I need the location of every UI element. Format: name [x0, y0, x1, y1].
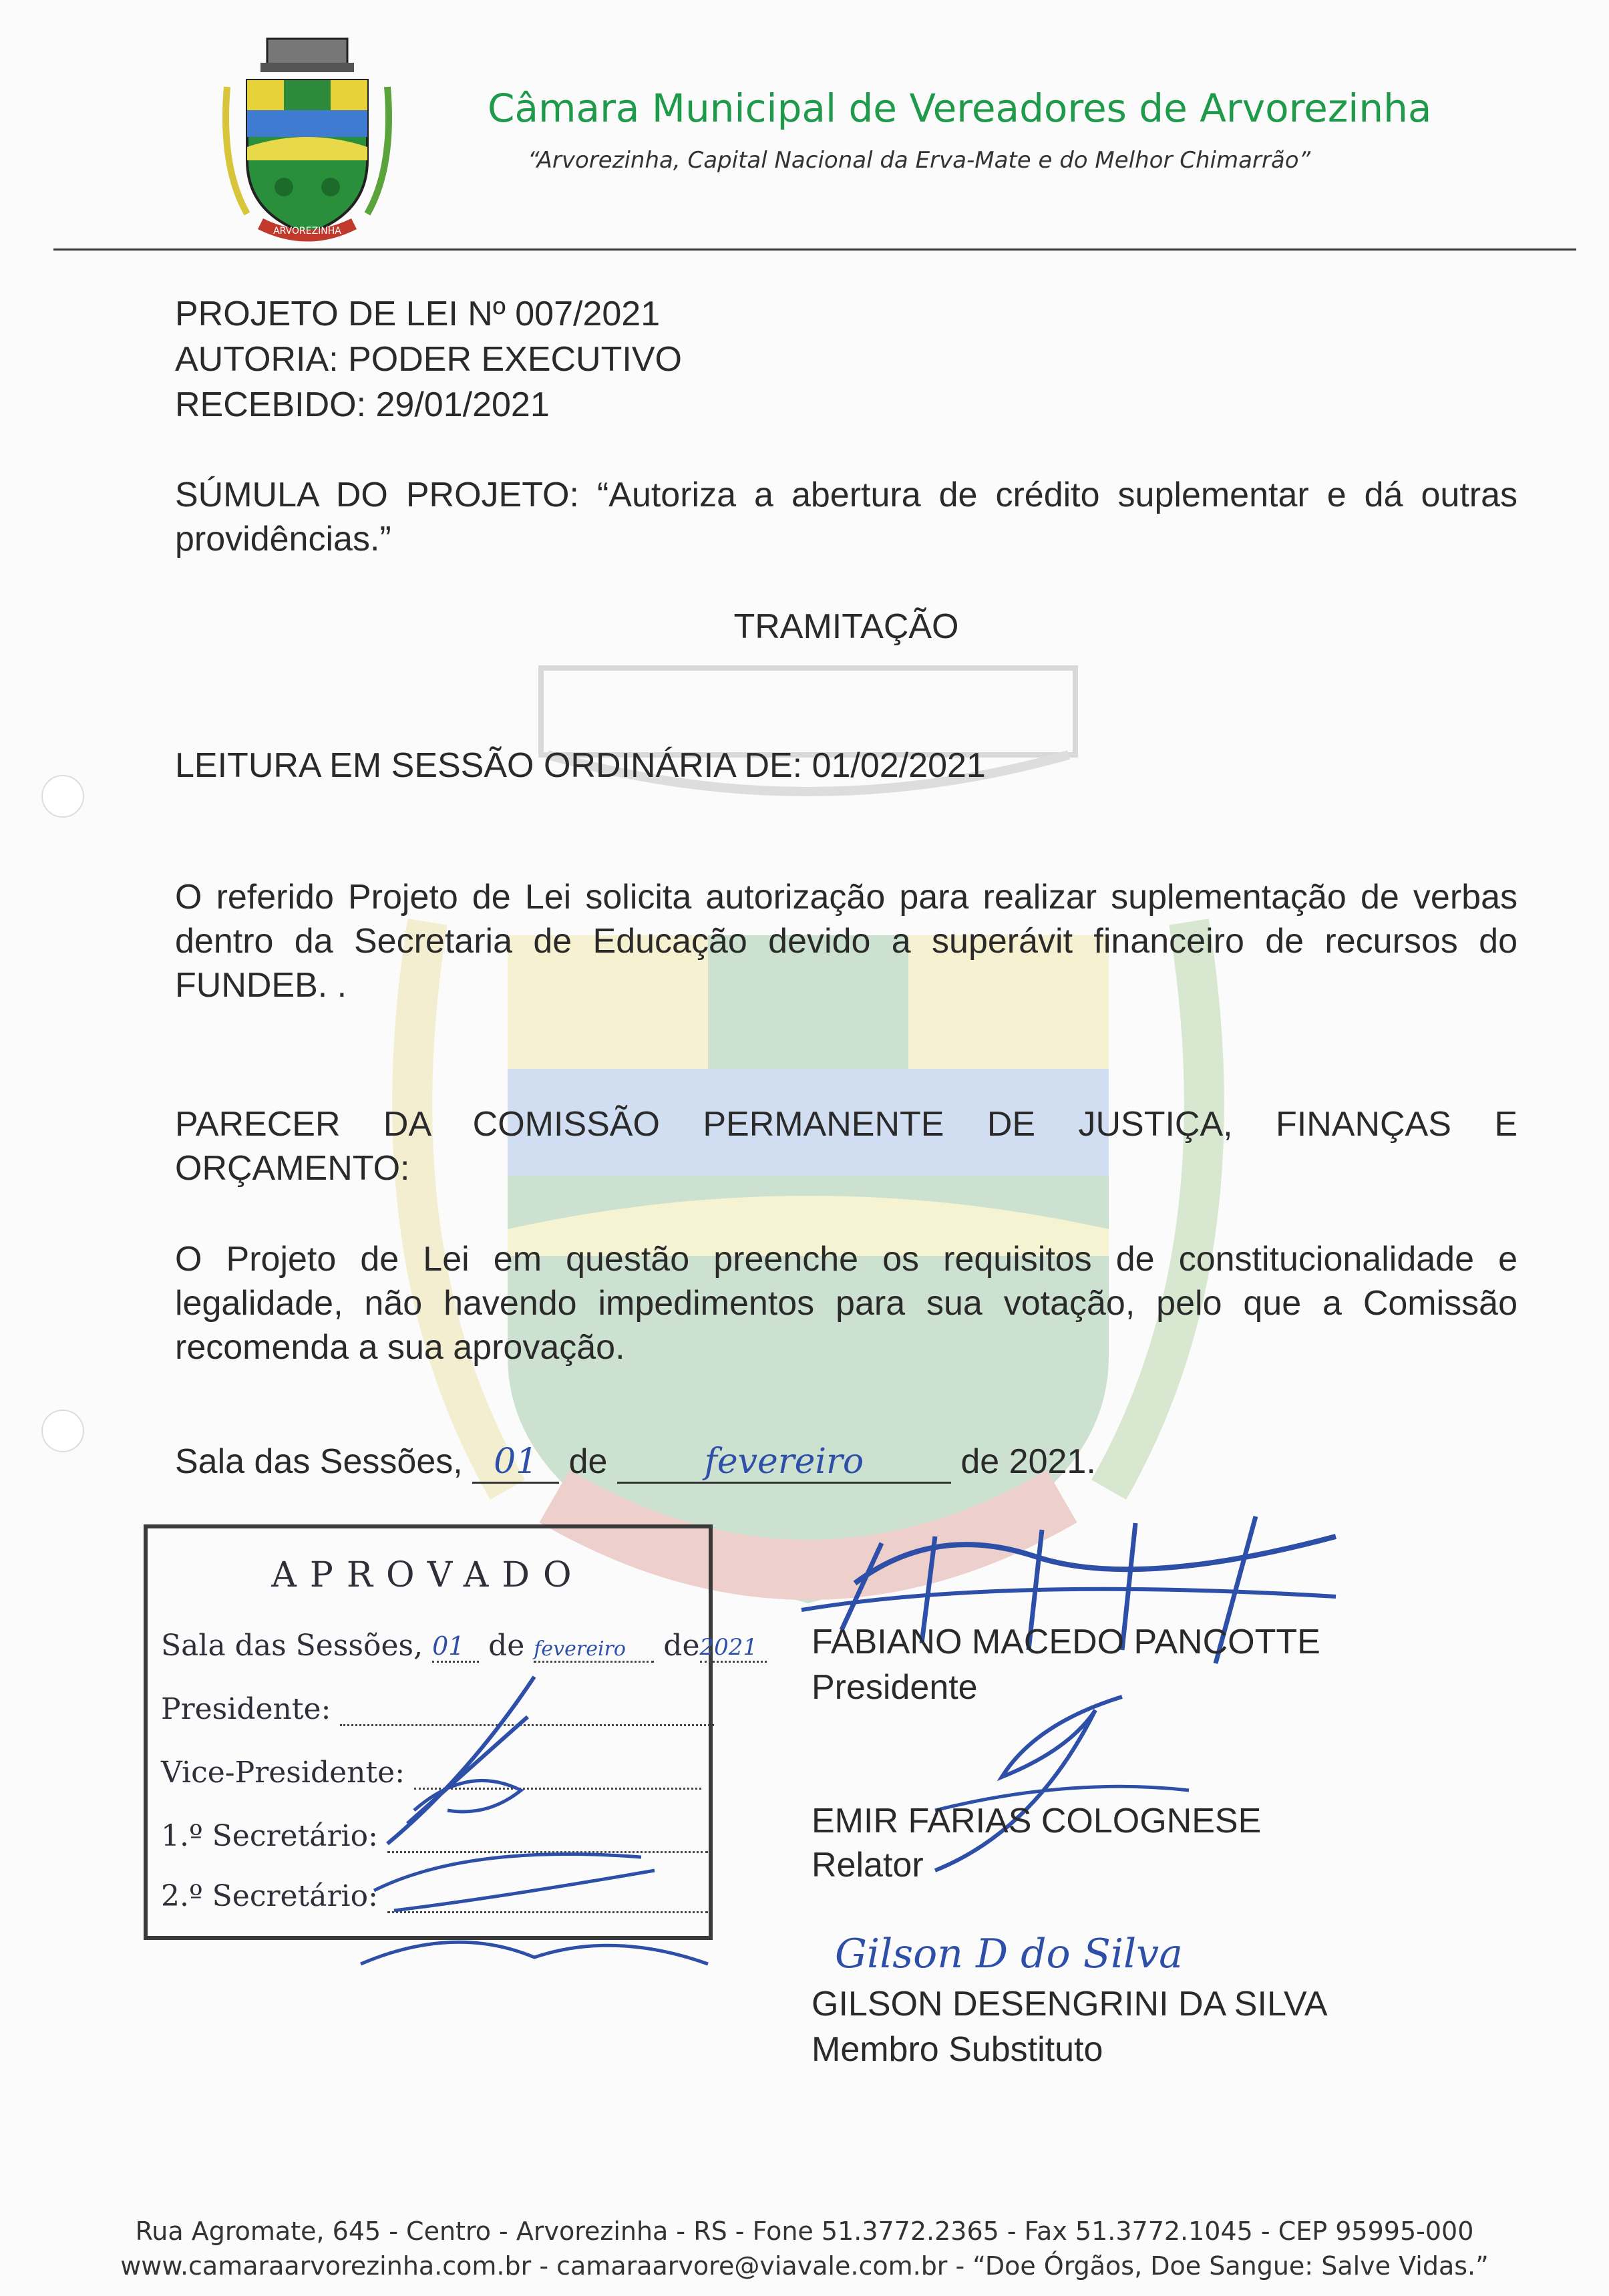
punch-hole-bottom [41, 1410, 84, 1452]
project-number: PROJETO DE LEI Nº 007/2021 [175, 295, 661, 333]
signature-role-president: Presidente [812, 1668, 978, 1707]
project-authorship: AUTORIA: PODER EXECUTIVO [175, 340, 682, 379]
stamp-first-secretary-label: 1.º Secretário: [161, 1819, 378, 1853]
crest-label: ARVOREZINHA [273, 226, 341, 236]
session-day: 01 [472, 1442, 559, 1484]
session-month: fevereiro [617, 1442, 951, 1484]
project-received: RECEBIDO: 29/01/2021 [175, 385, 550, 424]
footer-address: Rua Agromate, 645 - Centro - Arvorezinha - RS - Fone 51.3772.2365 - Fax 51.3772.1045 - CEP 95995-000 [135, 2217, 1474, 2246]
opinion-text: O Projeto de Lei em questão preenche os requisitos de constitucionalidade e legalidade, não havendo impedimentos para sua votação, pelo que a Comissão recomenda a sua aprovação. [175, 1240, 1517, 1367]
stamp-session-label: Sala das Sessões, [161, 1629, 423, 1663]
stamp-session-year: 2021 [700, 1634, 767, 1663]
handwritten-signature-member: Gilson D do Silva [835, 1931, 1183, 1977]
signature-scribbles [334, 1496, 1389, 1991]
session-date-line [175, 1442, 1096, 1484]
stamp-second-secretary-label: 2.º Secretário: [161, 1879, 378, 1913]
municipal-crest [220, 33, 394, 247]
stamp-title: APROVADO [271, 1555, 585, 1595]
project-summary: SÚMULA DO PROJETO: “Autoriza a abertura de crédito suplementar e dá outras providências.” [175, 476, 1517, 558]
opinion-heading: PARECER DA COMISSÃO PERMANENTE DE JUSTIÇA, FINANÇAS E ORÇAMENTO: [175, 1105, 1517, 1188]
project-description: O referido Projeto de Lei solicita autorização para realizar suplementação de verbas dentro da Secretaria de Educação devido a superávit financeiro de recursos do FUNDEB. . [175, 878, 1517, 1005]
signature-name-rapporteur: EMIR FARIAS COLOGNESE [812, 1802, 1262, 1840]
procedure-heading: TRAMITAÇÃO [733, 607, 959, 646]
footer-contacts: www.camaraarvorezinha.com.br - camaraarvore@viavale.com.br - “Doe Órgãos, Doe Sangue: Salve Vidas.” [120, 2251, 1489, 2281]
stamp-session-month: fevereiro [534, 1637, 654, 1663]
reading-session-line: LEITURA EM SESSÃO ORDINÁRIA DE: 01/02/2021 [175, 746, 986, 785]
header-title: Câmara Municipal de Vereadores de Arvorezinha [488, 86, 1432, 131]
session-date-prefix: Sala das Sessões, [175, 1442, 463, 1481]
punch-hole-top [41, 775, 84, 818]
signature-name-president: FABIANO MACEDO PANCOTTE [812, 1623, 1320, 1661]
stamp-session-de: de [488, 1629, 525, 1663]
header-motto: “Arvorezinha, Capital Nacional da Erva-Mate e do Melhor Chimarrão” [528, 147, 1311, 174]
signature-name-member: GILSON DESENGRINI DA SILVA [812, 1985, 1328, 2023]
stamp-vice-label: Vice-Presidente: [161, 1756, 405, 1790]
stamp-session-de2: de [663, 1629, 700, 1663]
signature-role-rapporteur: Relator [812, 1846, 924, 1884]
header-divider [53, 249, 1576, 251]
signature-role-member: Membro Substituto [812, 2030, 1103, 2069]
stamp-session-day: 01 [432, 1631, 479, 1663]
stamp-president-label: Presidente: [161, 1692, 331, 1726]
session-date-suffix: de 2021. [960, 1442, 1096, 1481]
session-date-de: de [568, 1442, 608, 1481]
